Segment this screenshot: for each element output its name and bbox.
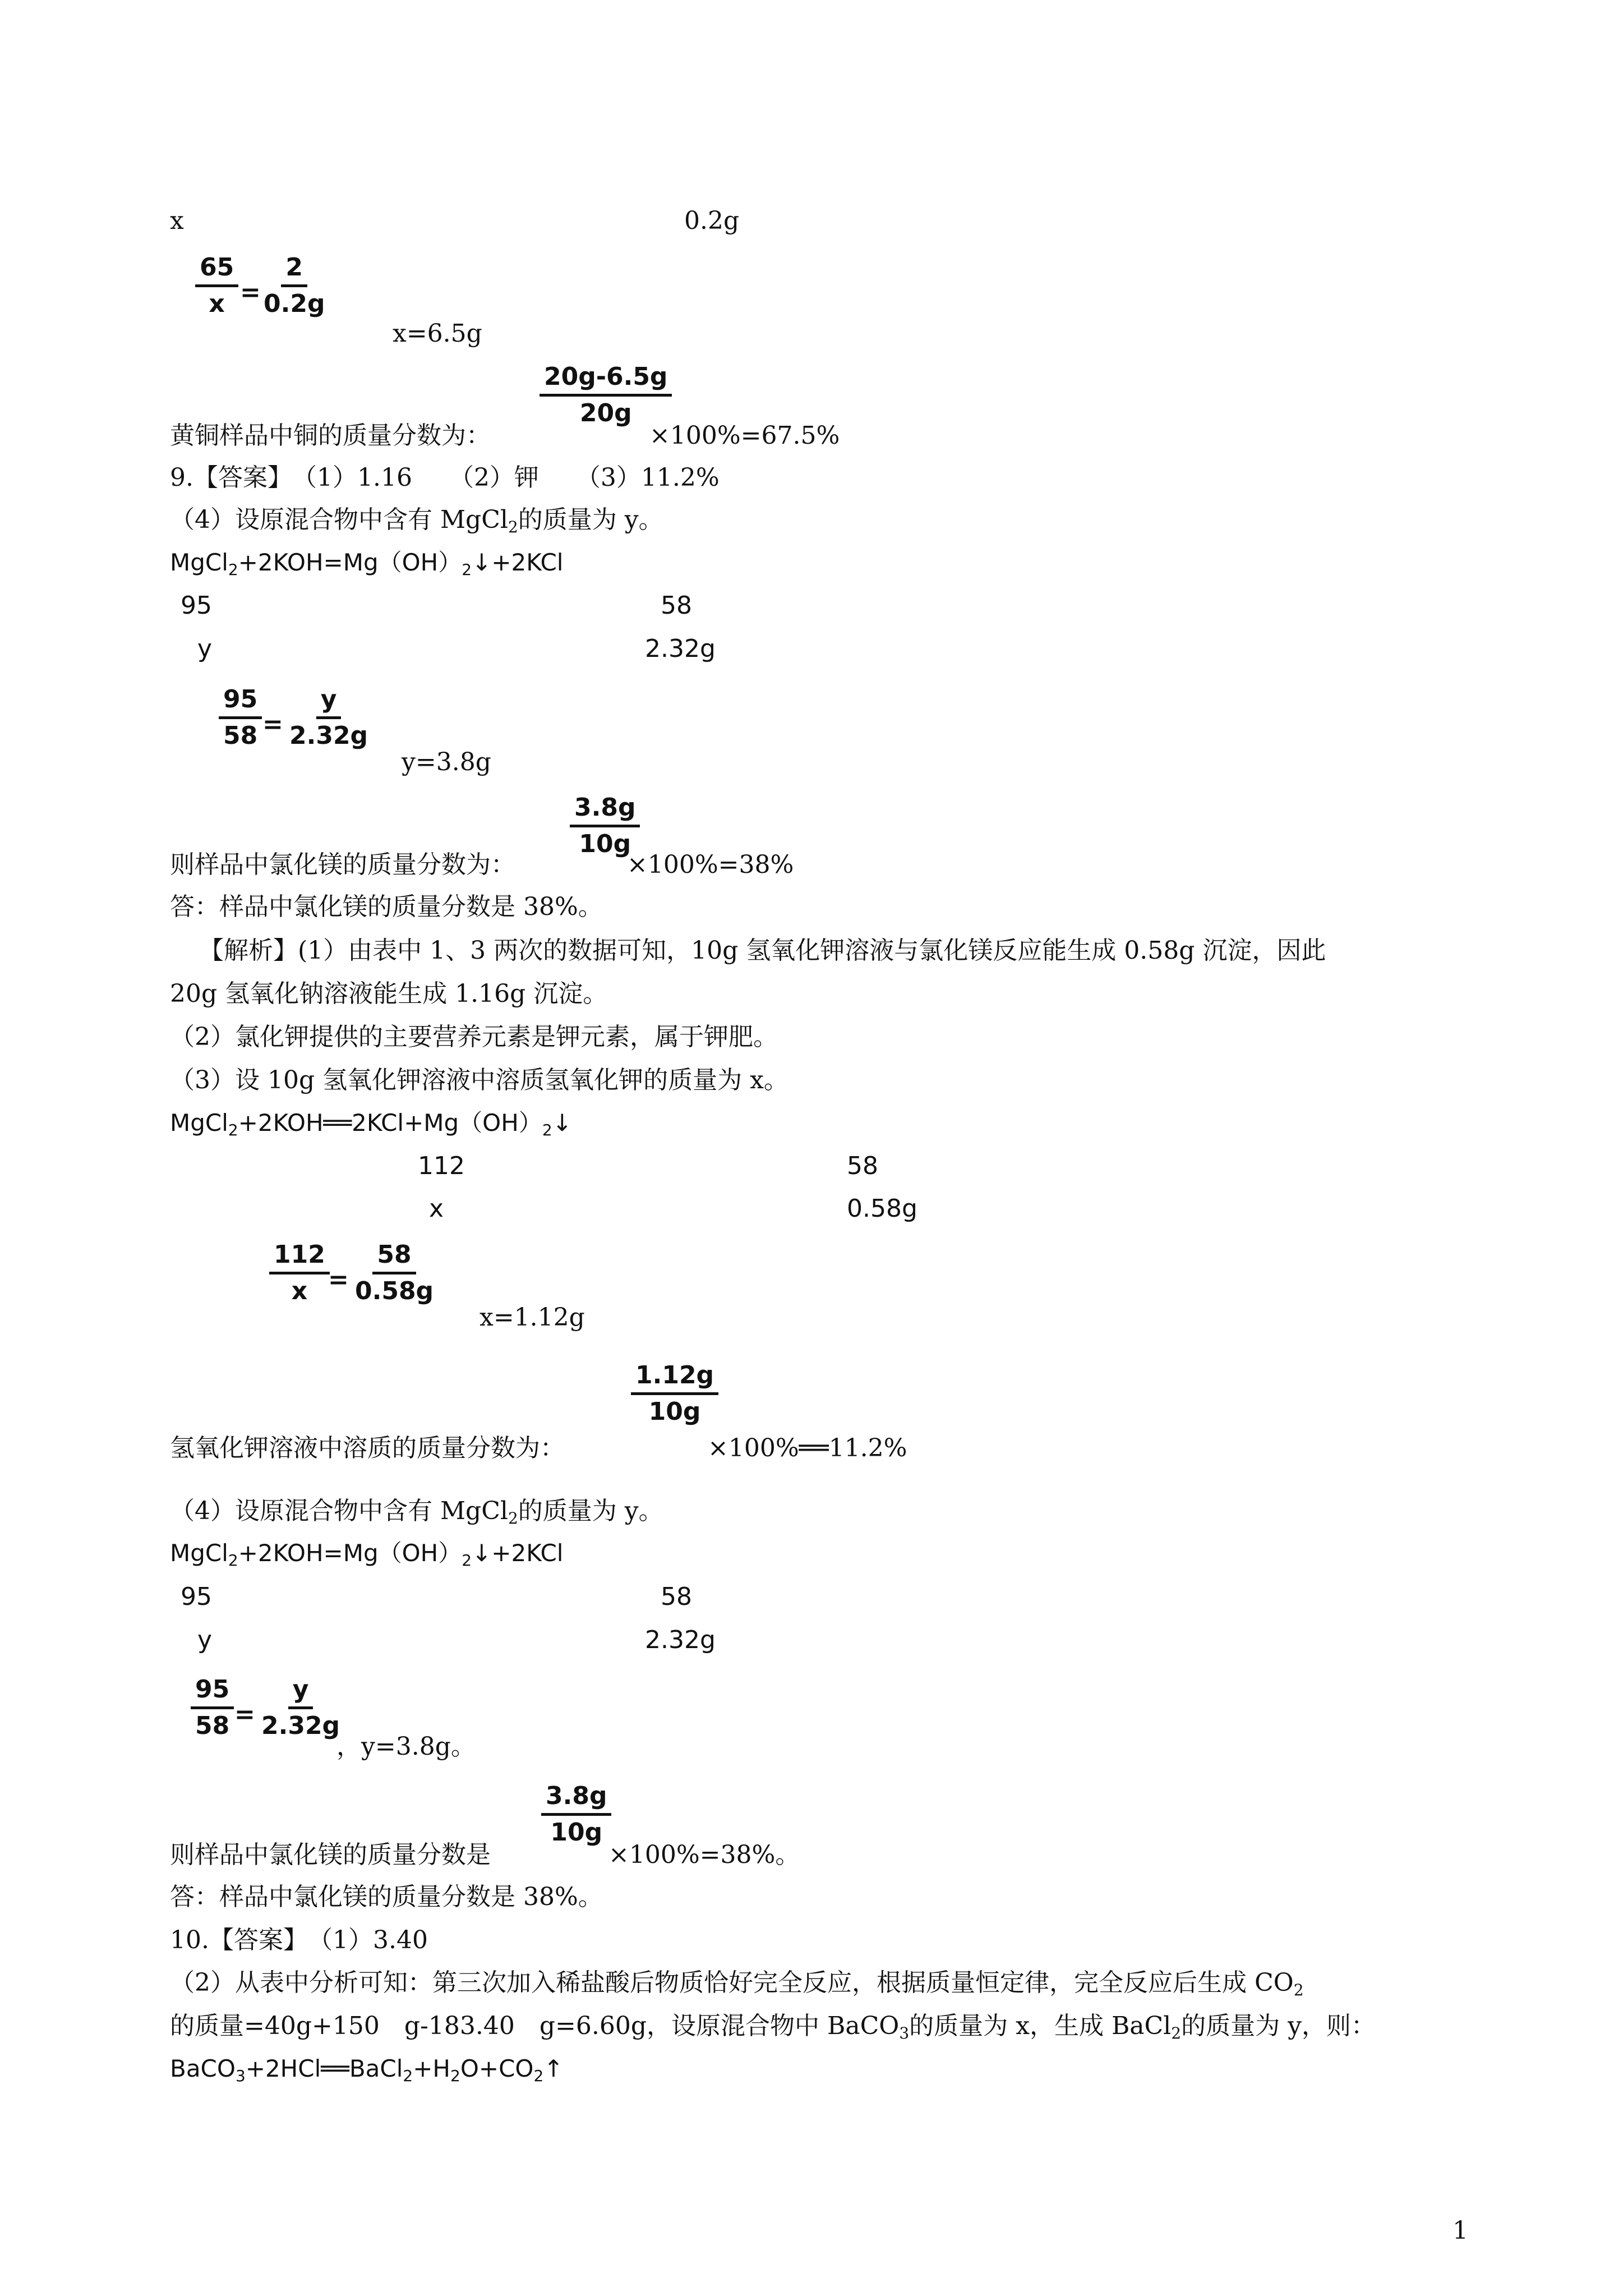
numerator: 20g-6.5g bbox=[540, 365, 672, 397]
variable: x bbox=[429, 1194, 444, 1223]
fraction bbox=[257, 1677, 344, 1738]
q9-answer-line: 9.【答案】 （1）1.16 （2）钾 （3）11.2% bbox=[170, 463, 720, 492]
variable: y bbox=[197, 1626, 213, 1654]
molar-mass: 58 bbox=[847, 1152, 878, 1180]
var-x: x bbox=[170, 206, 184, 235]
mass-fraction-label: 则样品中氯化镁的质量分数为： bbox=[170, 850, 515, 879]
result: y=3.8g bbox=[402, 748, 491, 776]
page-number: 1 bbox=[1453, 2216, 1468, 2245]
denominator: x bbox=[291, 1277, 308, 1305]
numerator: 58 bbox=[372, 1243, 416, 1274]
mass-fraction-result: ×100%=38%。 bbox=[608, 1841, 800, 1869]
fraction bbox=[351, 1240, 438, 1305]
analysis-line: 20g 氢氧化钠溶液能生成 1.16g 沉淀。 bbox=[170, 979, 608, 1008]
molar-mass: 95 bbox=[181, 1582, 212, 1611]
mass-fraction-result: ×100%=38% bbox=[627, 850, 794, 879]
numerator: 65 bbox=[195, 255, 238, 287]
fraction bbox=[269, 1240, 330, 1305]
molar-mass: 95 bbox=[181, 591, 212, 620]
fraction bbox=[631, 1363, 718, 1424]
q9-part4-intro: （4）设原混合物中含有 MgCl$_2$的质量为 y。 bbox=[170, 505, 663, 536]
fraction bbox=[195, 255, 238, 316]
mass-fraction-label: 则样品中氯化镁的质量分数是 bbox=[170, 1841, 491, 1869]
numerator: 95 bbox=[191, 1677, 234, 1709]
denominator: 10g bbox=[648, 1397, 701, 1426]
numerator: 112 bbox=[269, 1243, 330, 1274]
q10-analysis-line: 的质量=40g+150 g-183.40 g=6.60g，设原混合物中 BaCO$_3$的质量为 x，生成 BaCl$_2$的质量为 y，则： bbox=[170, 2012, 1376, 2042]
numerator: 3.8g bbox=[541, 1784, 611, 1816]
variable-value: 2.32g bbox=[645, 1626, 716, 1654]
analysis-line: 【解析】(1）由表中 1、3 两次的数据可知，10g 氢氧化钾溶液与氯化镁反应能生成 0.58g 沉淀，因此 bbox=[199, 936, 1326, 965]
fraction bbox=[541, 1784, 611, 1845]
denominator: 10g bbox=[579, 830, 631, 858]
chemical-equation: $MgCl_2+2KOH=Mg(OH)_2↓+2KCl$ bbox=[170, 549, 564, 579]
mass-fraction-result: ×100%=67.5% bbox=[649, 421, 840, 450]
numerator: y bbox=[288, 1677, 313, 1709]
fraction bbox=[259, 255, 329, 316]
numerator: 95 bbox=[219, 687, 262, 719]
denominator: 58 bbox=[223, 721, 258, 750]
numerator: y bbox=[316, 687, 342, 719]
equals-sign: = bbox=[240, 278, 261, 307]
answer-statement: 答：样品中氯化镁的质量分数是 38%。 bbox=[170, 1883, 603, 1911]
equals-sign: = bbox=[262, 710, 283, 739]
q10-analysis-line: （2）从表中分析可知：第三次加入稀盐酸后物质恰好完全反应，根据质量恒定律，完全反应后生成 $CO_2$ bbox=[170, 1968, 1304, 1999]
equals-sign: = bbox=[234, 1700, 255, 1729]
variable: y bbox=[197, 634, 213, 663]
q10-answer-line: 10.【答案】 （1）3.40 bbox=[170, 1926, 428, 1954]
denominator: 10g bbox=[550, 1818, 603, 1847]
denominator: x bbox=[209, 289, 225, 318]
analysis-line: （3）设 10g 氢氧化钾溶液中溶质氢氧化钾的质量为 x。 bbox=[170, 1066, 789, 1094]
variable-value: 0.58g bbox=[847, 1194, 917, 1223]
result: x=1.12g bbox=[479, 1303, 585, 1332]
denominator: 0.2g bbox=[264, 289, 325, 318]
mass-fraction-result: ×100%══11.2% bbox=[708, 1434, 907, 1462]
analysis-line: （2）氯化钾提供的主要营养元素是钾元素，属于钾肥。 bbox=[170, 1023, 778, 1051]
mass-fraction-label: 黄铜样品中铜的质量分数为： bbox=[170, 421, 491, 450]
fraction bbox=[570, 795, 640, 857]
mass-fraction-label: 氢氧化钾溶液中溶质的质量分数为： bbox=[170, 1434, 565, 1462]
variable-value: 2.32g bbox=[645, 634, 716, 663]
fraction bbox=[540, 362, 672, 427]
molar-mass: 112 bbox=[418, 1152, 465, 1180]
chemical-equation: $MgCl_2+2KOH══2KCl+Mg(OH)_2↓$ bbox=[170, 1109, 572, 1139]
numerator: 2 bbox=[281, 255, 307, 287]
molar-mass: 58 bbox=[661, 1582, 692, 1611]
answer-statement: 答：样品中氯化镁的质量分数是 38%。 bbox=[170, 892, 603, 921]
var-value: 0.2g bbox=[684, 206, 740, 235]
result: ，y=3.8g。 bbox=[336, 1732, 476, 1761]
denominator: 0.58g bbox=[355, 1277, 434, 1305]
chemical-equation: $MgCl_2+2KOH=Mg(OH)_2↓+2KCl$ bbox=[170, 1539, 564, 1570]
fraction bbox=[191, 1677, 234, 1738]
denominator: 2.32g bbox=[261, 1711, 340, 1740]
denominator: 20g bbox=[579, 399, 632, 427]
result: x=6.5g bbox=[393, 319, 482, 348]
denominator: 58 bbox=[195, 1711, 230, 1740]
fraction bbox=[219, 687, 262, 748]
numerator: 3.8g bbox=[570, 795, 640, 827]
denominator: 2.32g bbox=[289, 721, 368, 750]
chemical-equation: $BaCO_3+2HCl══BaCl_2+H_2O+CO_2↑$ bbox=[170, 2055, 564, 2085]
equals-sign: = bbox=[328, 1266, 349, 1294]
fraction bbox=[285, 687, 372, 748]
q9-part4-intro: （4）设原混合物中含有 MgCl$_2$的质量为 y。 bbox=[170, 1497, 663, 1527]
molar-mass: 58 bbox=[661, 591, 692, 620]
numerator: 1.12g bbox=[631, 1363, 718, 1395]
